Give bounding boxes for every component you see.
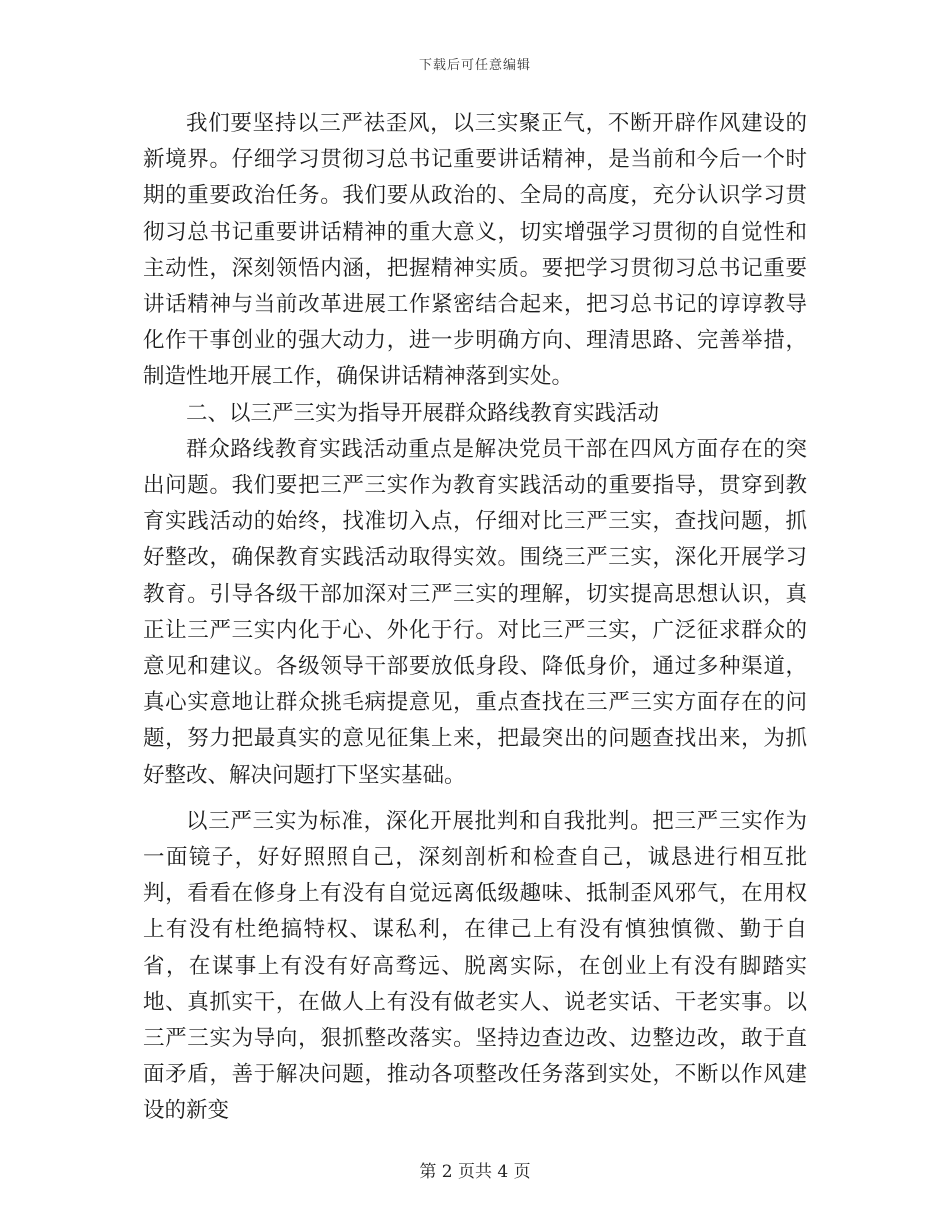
paragraph-mass-line: 群众路线教育实践活动重点是解决党员干部在四风方面存在的突出问题。我们要把三严三实作为教育实践活动的重要指导，贯穿到教育实践活动的始终，找准切入点，仔细对比三严三实，查找问题，抓好整改，确保教育实践活动取得实效。围绕三严三实，深化开展学习教育。引导各级干部加深对三严三实的理解，切实提高思想认识，真正让三严三实内化于心、外化于行。对比三严三实，广泛征求群众的意见和建议。各级领导干部要放低身段、降低身价，通过多种渠道，真心实意地让群众挑毛病提意见，重点查找在三严三实方面存在的问题，努力把最真实的意见征集上来，把最突出的问题查找出来，为抓好整改、解决问题打下坚实基础。 [143, 436, 807, 788]
page-number: 第 2 页共 4 页 [419, 1162, 531, 1182]
page-header: 下载后可任意编辑 [418, 58, 531, 73]
paragraph-criticism: 以三严三实为标准，深化开展批判和自我批判。把三严三实作为一面镜子，好好照照自己，深刻剖析和检查自己，诚恳进行相互批判，看看在修身上有没有自觉远离低级趣味、抵制歪风邪气，在用权上有没有杜绝搞特权、谋私利，在律己上有没有慎独慎微、勤于自省，在谋事上有没有好高骛远、脱离实际，在创业上有没有脚踏实地、真抓实干，在做人上有没有做老实人、说老实话、干老实事。以三严三实为导向，狠抓整改落实。坚持边查边改、边整边改，敢于直面矛盾，善于解决问题，推动各项整改任务落到实处，不断以作风建设的新变 [143, 808, 807, 1124]
paragraph-style-building: 我们要坚持以三严祛歪风，以三实聚正气，不断开辟作风建设的新境界。仔细学习贯彻习总书记重要讲话精神，是当前和今后一个时期的重要政治任务。我们要从政治的、全局的高度，充分认识学习贯彻习总书记重要讲话精神的重大意义，切实增强学习贯彻的自觉性和主动性，深刻领悟内涵，把握精神实质。要把学习贯彻习总书记重要讲话精神与当前改革进展工作紧密结合起来，把习总书记的谆谆教导化作干事创业的强大动力，进一步明确方向、理清思路、完善举措，制造性地开展工作，确保讲话精神落到实处。 [143, 111, 807, 390]
section-heading-two: 二、以三严三实为指导开展群众路线教育实践活动 [186, 400, 660, 426]
document-body [143, 106, 807, 1130]
